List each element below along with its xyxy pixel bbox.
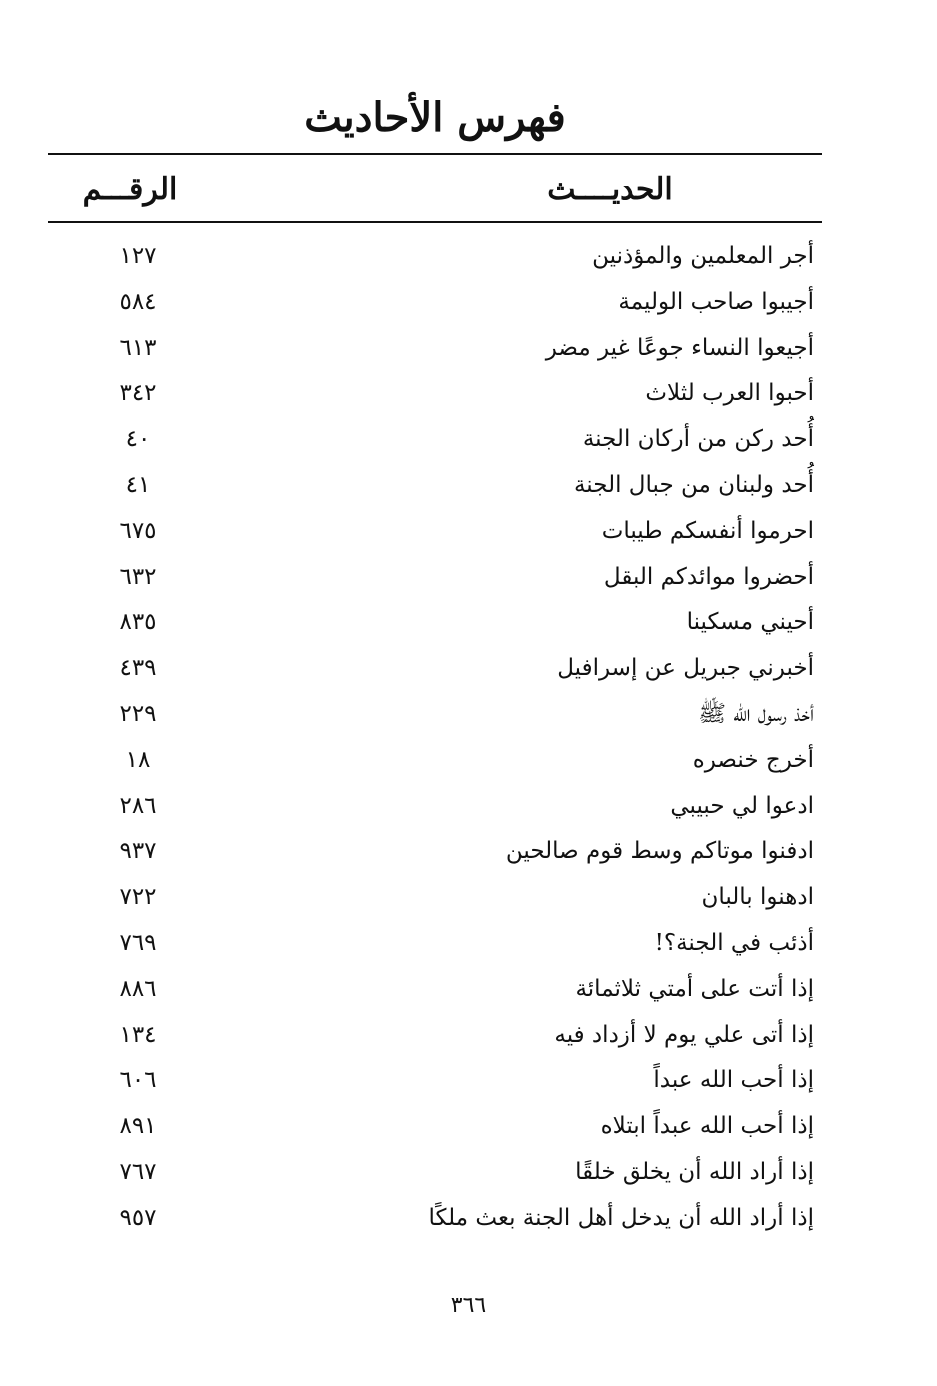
- hadith-number: ١٣٤: [119, 1021, 157, 1048]
- page-title: فهرس الأحاديث: [304, 94, 566, 141]
- hadith-text: إذا أتت على أمتي ثلاثمائة: [575, 975, 814, 1002]
- list-item: [50, 1150, 820, 1196]
- column-header-hadith: الحديــــث: [547, 172, 673, 207]
- list-item: [50, 509, 820, 555]
- hadith-number: ٢٨٦: [119, 792, 157, 819]
- list-item: [50, 371, 820, 417]
- hadith-text: أُحد ولبنان من جبال الجنة: [573, 471, 814, 498]
- hadith-number: ٦٣٢: [119, 563, 157, 590]
- list-item: [50, 280, 820, 326]
- list-item: [50, 463, 820, 509]
- hadith-text: أجر المعلمين والمؤذنين: [592, 243, 814, 269]
- list-item: [50, 1196, 820, 1242]
- hadith-text: احرموا أنفسكم طيبات: [601, 517, 814, 544]
- hadith-text: أجيعوا النساء جوعًا غير مضر: [545, 334, 814, 361]
- header-top-rule: [48, 153, 822, 155]
- hadith-text: أخذ رسول الله ﷺ: [698, 700, 814, 727]
- page-number: ٣٦٦: [450, 1293, 487, 1318]
- hadith-number: ٧٢٢: [119, 884, 157, 911]
- hadith-number: ٨٨٦: [119, 975, 157, 1002]
- hadith-number: ٩٣٧: [119, 838, 157, 865]
- hadith-text: إذا أحب الله عبداً: [653, 1067, 814, 1094]
- hadith-number: ٨٩١: [119, 1113, 157, 1140]
- hadith-number: ٤٠: [125, 426, 151, 453]
- hadith-text: ادعوا لي حبيبي: [670, 792, 814, 819]
- hadith-number: ٢٢٩: [119, 700, 157, 727]
- hadith-text: إذا أراد الله أن يخلق خلقًا: [575, 1158, 814, 1185]
- hadith-number: ١٢٧: [119, 243, 157, 269]
- header-bottom-rule: [48, 221, 822, 223]
- list-item: [50, 326, 820, 372]
- list-item: [50, 417, 820, 463]
- hadith-text: أذئب في الجنة؟!: [654, 929, 814, 956]
- hadith-text: أجيبوا صاحب الوليمة: [618, 288, 814, 315]
- hadith-number: ٦٧٥: [119, 517, 157, 544]
- hadith-text: أحضروا موائدكم البقل: [603, 563, 814, 590]
- hadith-number: ٧٦٧: [119, 1158, 157, 1185]
- hadith-text: أخبرني جبريل عن إسرافيل: [557, 655, 814, 682]
- hadith-text: أحيني مسكينا: [686, 609, 814, 636]
- hadith-text: إذا أحب الله عبداً ابتلاه: [600, 1113, 814, 1140]
- hadith-number: ٣٤٢: [119, 380, 157, 407]
- list-item: [50, 1104, 820, 1150]
- hadith-number: ٤٣٩: [119, 655, 157, 682]
- list-item: [50, 234, 820, 280]
- list-item: [50, 646, 820, 692]
- hadith-number: ٤١: [125, 471, 151, 498]
- hadith-list: [50, 234, 820, 1242]
- list-item: [50, 555, 820, 601]
- hadith-number: ١٨: [125, 746, 151, 773]
- list-item: [50, 829, 820, 875]
- list-item: [50, 1058, 820, 1104]
- hadith-number: ٩٥٧: [119, 1204, 157, 1231]
- hadith-number: ٧٦٩: [119, 929, 157, 956]
- list-item: [50, 738, 820, 784]
- hadith-text: أحبوا العرب لثلاث: [645, 380, 814, 407]
- list-item: [50, 692, 820, 738]
- hadith-text: إذا أتى علي يوم لا أزداد فيه: [554, 1021, 814, 1048]
- hadith-text: أُحد ركن من أركان الجنة: [582, 426, 814, 453]
- hadith-number: ٨٣٥: [119, 609, 157, 636]
- list-item: [50, 1013, 820, 1059]
- list-item: [50, 921, 820, 967]
- hadith-text: إذا أراد الله أن يدخل أهل الجنة بعث ملكًا: [428, 1204, 814, 1231]
- list-item: [50, 875, 820, 921]
- list-item: [50, 967, 820, 1013]
- hadith-text: ادفنوا موتاكم وسط قوم صالحين: [505, 838, 814, 865]
- list-item: [50, 784, 820, 830]
- hadith-number: ٦٠٦: [119, 1067, 157, 1094]
- column-header-number: الرقـــم: [82, 172, 178, 207]
- hadith-text: ادهنوا بالبان: [701, 884, 814, 911]
- hadith-number: ٥٨٤: [119, 288, 157, 315]
- hadith-number: ٦١٣: [119, 334, 157, 361]
- list-item: [50, 600, 820, 646]
- hadith-text: أخرج خنصره: [692, 746, 814, 773]
